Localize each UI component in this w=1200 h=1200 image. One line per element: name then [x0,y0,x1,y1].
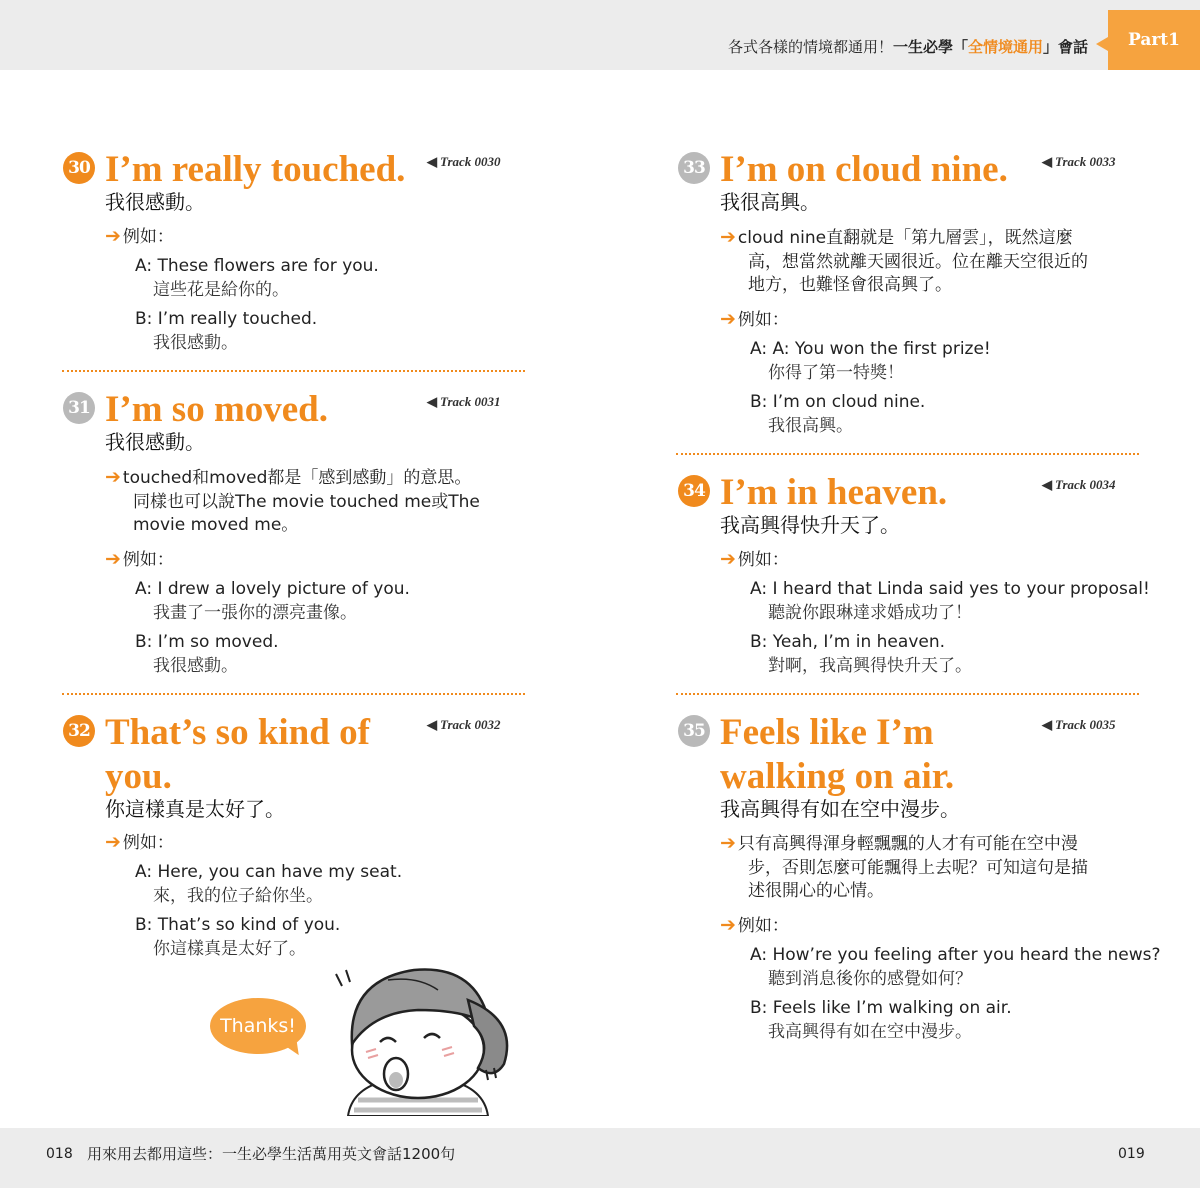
example-label: ➔ 例如： [105,225,174,247]
arrow-icon: ➔ [720,832,736,854]
entry-31 [63,389,533,682]
speaker-icon: ◀︎ [1042,154,1052,169]
entry-heading: That’s so kind of you. [105,712,370,797]
example-label: ➔ 例如： [105,831,174,853]
example-label: ➔ 例如： [720,914,789,936]
arrow-icon: ➔ [720,548,736,570]
example-label: ➔ 例如： [720,308,789,330]
header-band [0,0,1200,70]
arrow-icon: ➔ [105,548,121,570]
explanation-note: ➔ touched和moved都是「感到感動」的意思。 同樣也可以說The movie touched me或The movie moved me。 [105,466,480,535]
explanation-note: ➔ 只有高興得渾身輕飄飄的人才有可能在空中漫 步，否則怎麼可能飄得上去呢？可知這句是描 述很開心的心情。 [720,832,1088,901]
track-label[interactable]: ◀︎ Track 0035 [1042,717,1116,732]
speaker-icon: ◀︎ [427,154,437,169]
example-b: B: I’m on cloud nine. 我很高興。 [750,392,926,436]
track-label[interactable]: ◀︎ Track 0034 [1042,477,1116,492]
page-number-left: 018 [46,1146,73,1162]
example-b: B: That’s so kind of you. 你這樣真是太好了。 [135,915,341,959]
entry-translation: 我高興得有如在空中漫步。 [720,797,960,821]
arrow-icon: ➔ [720,226,736,248]
entry-translation: 我高興得快升天了。 [720,513,900,537]
entry-heading: I’m really touched. [105,149,406,190]
example-b: B: I’m really touched. 我很感動。 [135,309,318,353]
entry-number-badge: 33 [678,152,710,184]
entry-number-badge: 34 [678,475,710,507]
arrow-icon: ➔ [720,308,736,330]
divider [676,453,1139,455]
speaker-icon: ◀︎ [1042,477,1052,492]
track-label[interactable]: ◀︎ Track 0030 [427,154,501,169]
example-a: A: A: You won the first prize! 你得了第一特獎！ [750,339,991,383]
explanation-note: ➔ cloud nine直翻就是「第九層雲」，既然這麼 高，想當然就離天國很近。位在離天空很近的 地方，也難怪會很高興了。 [720,226,1088,295]
entry-30 [63,149,533,362]
arrow-icon: ➔ [105,831,121,853]
track-label[interactable]: ◀︎ Track 0033 [1042,154,1116,169]
divider [62,693,525,695]
example-b: B: I’m so moved. 我很感動。 [135,632,279,676]
entry-heading: I’m on cloud nine. [720,149,1008,190]
entry-33 [678,149,1148,442]
boy-illustration [318,940,518,1116]
example-b: B: Feels like I’m walking on air. 我高興得有如在空中漫步。 [750,998,1012,1042]
example-label: ➔ 例如： [720,548,789,570]
entry-number-badge: 30 [63,152,95,184]
entry-translation: 我很感動。 [105,190,205,214]
speaker-icon: ◀︎ [1042,717,1052,732]
example-a: A: How’re you feeling after you heard the news? 聽到消息後你的感覺如何？ [750,945,1161,989]
track-label[interactable]: ◀︎ Track 0032 [427,717,501,732]
track-label[interactable]: ◀︎ Track 0031 [427,394,501,409]
entry-translation: 我很感動。 [105,430,205,454]
entry-heading: I’m so moved. [105,389,329,430]
divider [676,693,1139,695]
speaker-icon: ◀︎ [427,394,437,409]
arrow-icon: ➔ [105,225,121,247]
speech-bubble: Thanks! [210,998,306,1054]
entry-number-badge: 32 [63,715,95,747]
example-a: A: I heard that Linda said yes to your proposal! 聽說你跟琳達求婚成功了！ [750,579,1150,623]
part-tab-notch [1096,37,1108,51]
entry-32 [63,712,533,965]
entry-heading: Feels like I’m walking on air. [720,712,955,797]
example-b: B: Yeah, I’m in heaven. 對啊，我高興得快升天了。 [750,632,972,676]
arrow-icon: ➔ [720,914,736,936]
example-label: ➔ 例如： [105,548,174,570]
part-tab: Part1 [1108,10,1200,70]
book-title: 用來用去都用這些：一生必學生活萬用英文會話1200句 [87,1145,456,1163]
entry-34 [678,472,1150,685]
example-a: A: Here, you can have my seat. 來，我的位子給你坐。 [135,862,403,906]
header-title: 各式各樣的情境都通用！一生必學「全情境通用」會話 [727,38,1088,56]
page-number-right: 019 [1118,1146,1145,1162]
entry-translation: 你這樣真是太好了。 [105,797,285,821]
arrow-icon: ➔ [105,466,121,488]
divider [62,370,525,372]
entry-heading: I’m in heaven. [720,472,948,513]
entry-translation: 我很高興。 [720,190,820,214]
entry-number-badge: 31 [63,392,95,424]
example-a: A: These flowers are for you. 這些花是給你的。 [135,256,379,300]
example-a: A: I drew a lovely picture of you. 我畫了一張你的漂亮畫像。 [135,579,410,623]
speaker-icon: ◀︎ [427,717,437,732]
entry-35 [678,712,1161,1055]
entry-number-badge: 35 [678,715,710,747]
